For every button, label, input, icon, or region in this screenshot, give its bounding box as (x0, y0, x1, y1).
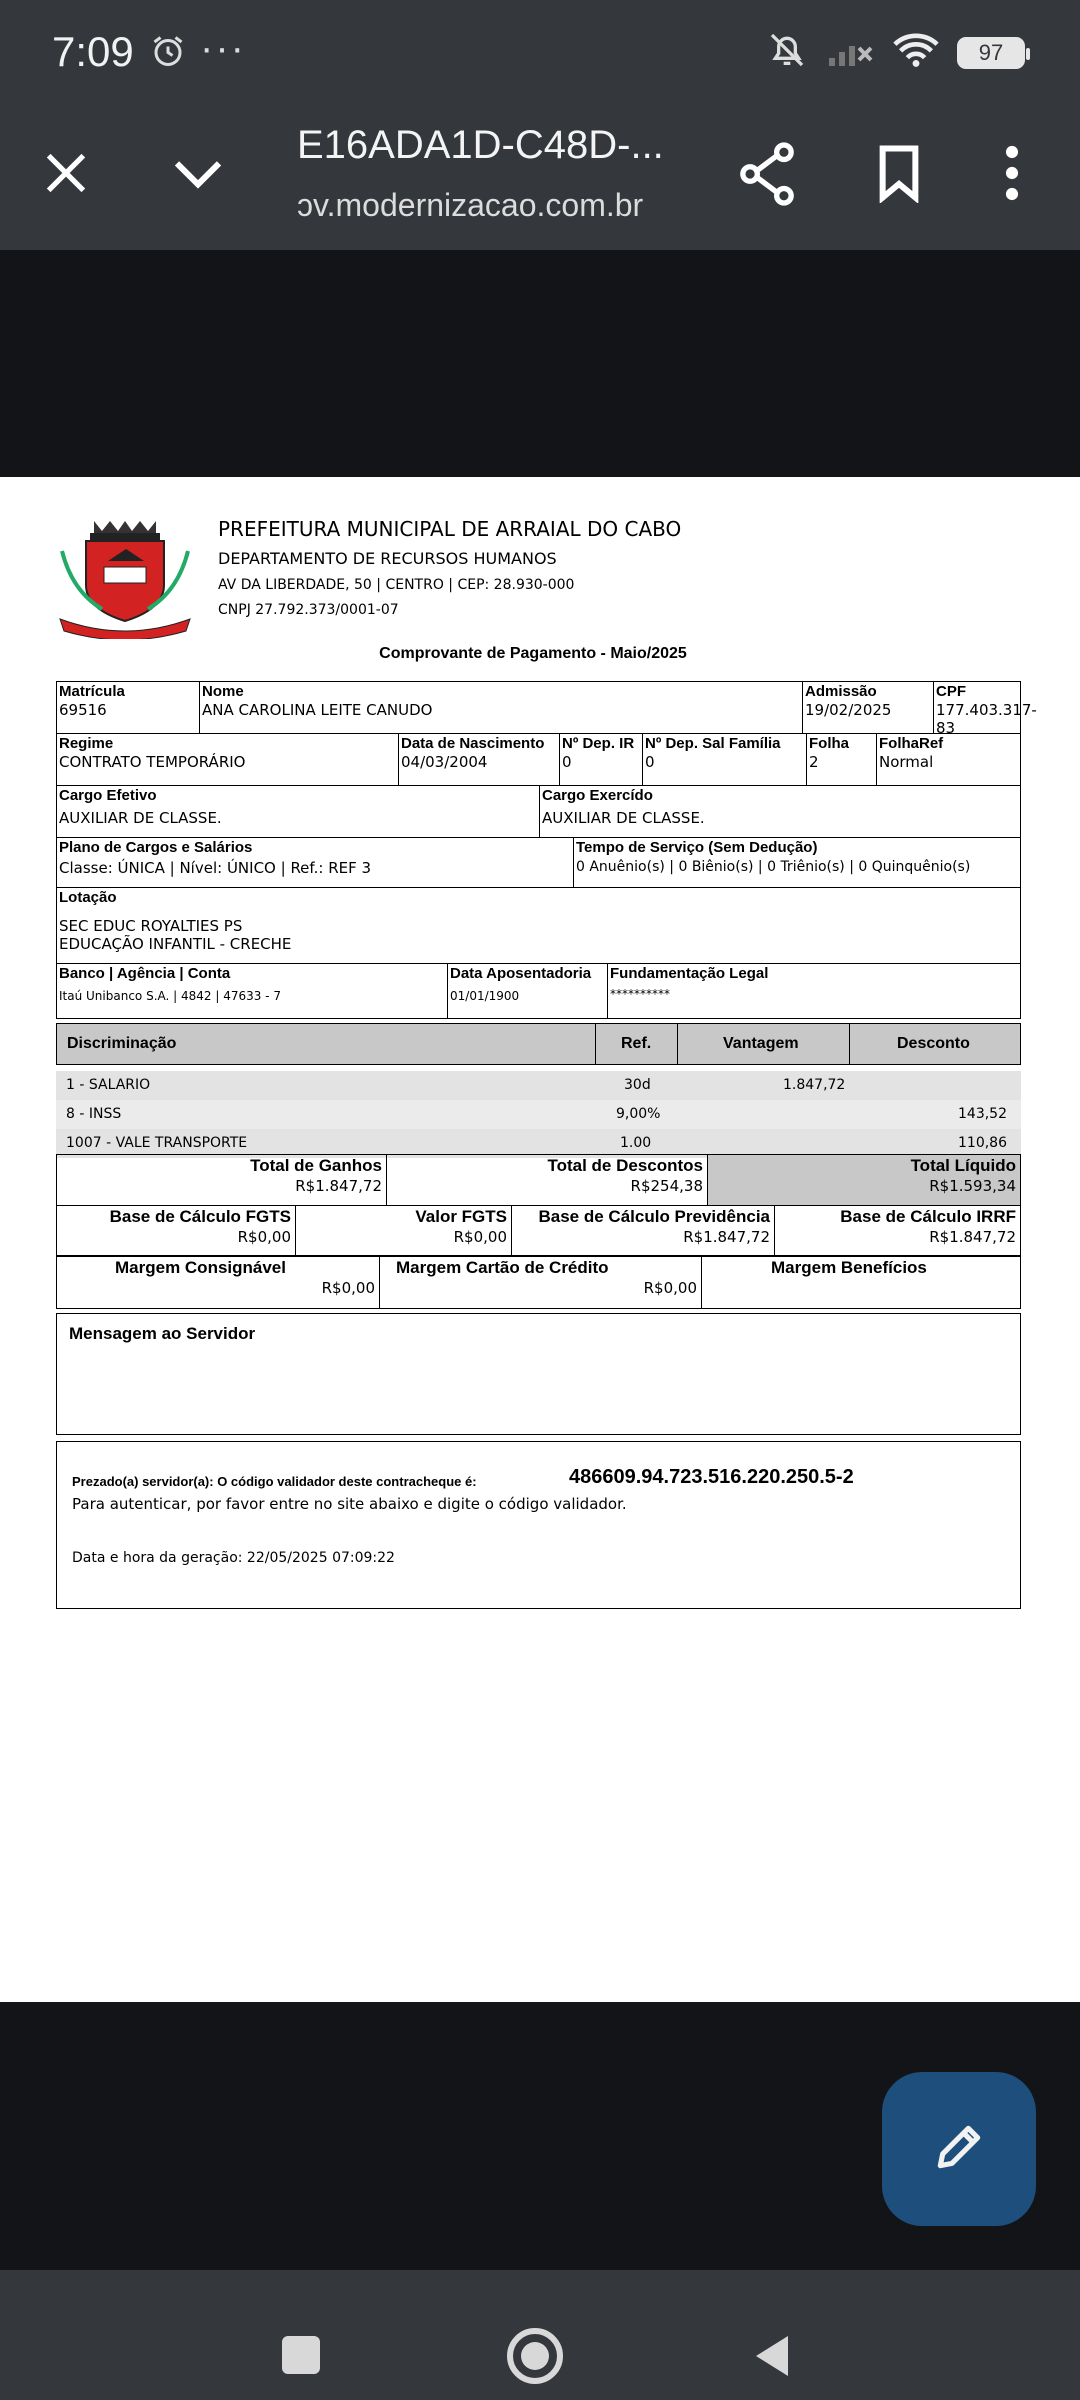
more-options-icon[interactable] (1002, 145, 1022, 206)
doc-title: Comprovante de Pagamento - Maio/2025 (379, 645, 687, 662)
system-nav-bar (0, 2270, 1080, 2400)
cargo-efetivo-value: AUXILIAR DE CLASSE. (59, 809, 222, 827)
wifi-icon (893, 32, 939, 73)
item-vantagem: 1.847,72 (783, 1077, 846, 1093)
banco-value: Itaú Unibanco S.A. | 4842 | 47633 - 7 (59, 989, 281, 1003)
tempo-label: Tempo de Serviço (Sem Dedução) (576, 839, 818, 856)
dept-name: DEPARTAMENTO DE RECURSOS HUMANOS (218, 549, 557, 568)
regime-label: Regime (59, 735, 114, 752)
aposentadoria-label: Data Aposentadoria (450, 965, 592, 982)
valor-fgts-value: R$0,00 (453, 1228, 507, 1246)
col-ref: Ref. (621, 1035, 652, 1052)
chevron-down-icon[interactable] (170, 155, 226, 200)
depsal-value: 0 (645, 753, 655, 771)
total-descontos-value: R$254,38 (630, 1177, 703, 1195)
depir-value: 0 (562, 753, 572, 771)
battery-icon: 97 (957, 37, 1025, 69)
item-desconto: 143,52 (958, 1106, 1007, 1122)
depir-label: Nº Dep. IR (562, 735, 635, 752)
bases-box (56, 1205, 1021, 1256)
employee-info (56, 681, 1037, 1019)
pencil-icon (931, 2119, 987, 2180)
alarm-icon (150, 33, 186, 74)
coat-of-arms-logo (56, 511, 194, 644)
col-desconto: Desconto (897, 1035, 970, 1052)
table-row (56, 1071, 1021, 1100)
item-disc: 8 - INSS (66, 1106, 122, 1122)
org-name: PREFEITURA MUNICIPAL DE ARRAIAL DO CABO (218, 517, 682, 541)
generation-datetime: Data e hora da geração: 22/05/2025 07:09:22 (72, 1550, 395, 1566)
col-discriminacao: Discriminação (67, 1035, 177, 1052)
folha-value: 2 (809, 753, 819, 771)
folha-label: Folha (809, 735, 849, 752)
nasc-label: Data de Nascimento (401, 735, 545, 752)
pay-items-header (56, 1023, 1021, 1065)
aposentadoria-value: 01/01/1900 (450, 989, 520, 1003)
home-button[interactable] (507, 2328, 563, 2384)
total-ganhos-label: Total de Ganhos (250, 1156, 382, 1175)
mute-icon (765, 30, 809, 75)
lotacao-value-2: EDUCAÇÃO INFANTIL - CRECHE (59, 935, 292, 953)
plano-label: Plano de Cargos e Salários (59, 839, 253, 856)
totals-box (56, 1154, 1021, 1206)
matricula-label: Matrícula (59, 683, 125, 700)
item-disc: 1007 - VALE TRANSPORTE (66, 1135, 248, 1151)
close-icon[interactable] (40, 147, 92, 204)
margem-consignavel-value: R$0,00 (321, 1279, 375, 1297)
message-box (56, 1313, 1021, 1435)
base-irrf-label: Base de Cálculo IRRF (840, 1207, 1016, 1226)
status-icons (765, 30, 1025, 75)
org-cnpj: CNPJ 27.792.373/0001-07 (218, 602, 399, 618)
total-descontos-label: Total de Descontos (547, 1156, 703, 1175)
base-previdencia-value: R$1.847,72 (683, 1228, 770, 1246)
margens-box (56, 1256, 1021, 1309)
table-row (56, 1100, 1021, 1129)
viewer-toolbar (0, 105, 1080, 250)
regime-value: CONTRATO TEMPORÁRIO (59, 753, 246, 771)
base-fgts-value: R$0,00 (237, 1228, 291, 1246)
base-irrf-value: R$1.847,72 (929, 1228, 1016, 1246)
item-desconto: 110,86 (958, 1135, 1007, 1151)
item-ref: 1.00 (620, 1135, 652, 1151)
validation-prefix: Prezado(a) servidor(a): O código validador deste contracheque é: (72, 1474, 477, 1489)
admissao-value: 19/02/2025 (805, 701, 892, 719)
recents-button[interactable] (282, 2336, 320, 2374)
pay-items (56, 1071, 1021, 1158)
status-bar (0, 0, 1080, 105)
col-vantagem: Vantagem (723, 1035, 799, 1052)
tempo-value: 0 Anuênio(s) | 0 Biênio(s) | 0 Triênio(s) | 0 Quinquênio(s) (576, 859, 971, 875)
share-icon[interactable] (738, 141, 796, 212)
document-title: E16ADA1D-C48D-... (297, 123, 664, 167)
validation-instructions: Para autenticar, por favor entre no site abaixo e digite o código validador. (72, 1495, 627, 1513)
total-liquido-label: Total Líquido (910, 1156, 1016, 1175)
valor-fgts-label: Valor FGTS (415, 1207, 507, 1226)
cargo-exercido-value: AUXILIAR DE CLASSE. (542, 809, 705, 827)
folharef-value: Normal (879, 753, 934, 771)
matricula-value: 69516 (59, 701, 107, 719)
margem-consignavel-label: Margem Consignável (115, 1258, 286, 1277)
item-ref: 9,00% (616, 1106, 661, 1122)
message-label: Mensagem ao Servidor (69, 1324, 256, 1343)
back-button[interactable] (752, 2332, 792, 2385)
document-url: ɔv.modernizacao.com.br (297, 187, 644, 223)
margem-cartao-label: Margem Cartão de Crédito (396, 1258, 609, 1277)
depsal-label: Nº Dep. Sal Família (645, 735, 781, 752)
margem-cartao-value: R$0,00 (643, 1279, 697, 1297)
document-page (0, 477, 1080, 2002)
lotacao-label: Lotação (59, 889, 117, 906)
nasc-value: 04/03/2004 (401, 753, 488, 771)
validation-code: 486609.94.723.516.220.250.5-2 (569, 1466, 854, 1488)
fundamentacao-value: ********** (610, 987, 670, 1001)
folharef-label: FolhaRef (879, 735, 944, 752)
signal-off-icon (827, 32, 875, 73)
cargo-efetivo-label: Cargo Efetivo (59, 787, 157, 804)
plano-value: Classe: ÚNICA | Nível: ÚNICO | Ref.: REF 3 (59, 859, 372, 877)
nome-value: ANA CAROLINA LEITE CANUDO (202, 701, 433, 719)
clock: 7:09 (52, 28, 134, 75)
validation-box (56, 1441, 1021, 1609)
base-previdencia-label: Base de Cálculo Previdência (538, 1207, 770, 1226)
header-block (218, 517, 681, 618)
nome-label: Nome (202, 683, 244, 700)
total-liquido-value: R$1.593,34 (929, 1177, 1016, 1195)
cargo-exercido-label: Cargo Exercído (542, 787, 653, 804)
item-ref: 30d (624, 1077, 651, 1093)
fundamentacao-label: Fundamentação Legal (610, 965, 769, 982)
lotacao-value-1: SEC EDUC ROYALTIES PS (59, 917, 243, 935)
banco-label: Banco | Agência | Conta (59, 965, 231, 982)
org-address: AV DA LIBERDADE, 50 | CENTRO | CEP: 28.930-000 (218, 577, 575, 593)
cpf-label: CPF (936, 683, 966, 700)
cpf-value: 177.403.317-83 (936, 701, 1037, 737)
margem-beneficios-label: Margem Benefícios (771, 1258, 927, 1277)
bookmark-icon[interactable] (877, 143, 921, 208)
item-disc: 1 - SALARIO (66, 1077, 151, 1093)
more-notifications-icon: ··· (200, 26, 246, 70)
admissao-label: Admissão (805, 683, 877, 700)
base-fgts-label: Base de Cálculo FGTS (109, 1207, 291, 1226)
edit-button[interactable] (882, 2072, 1036, 2226)
total-ganhos-value: R$1.847,72 (295, 1177, 382, 1195)
